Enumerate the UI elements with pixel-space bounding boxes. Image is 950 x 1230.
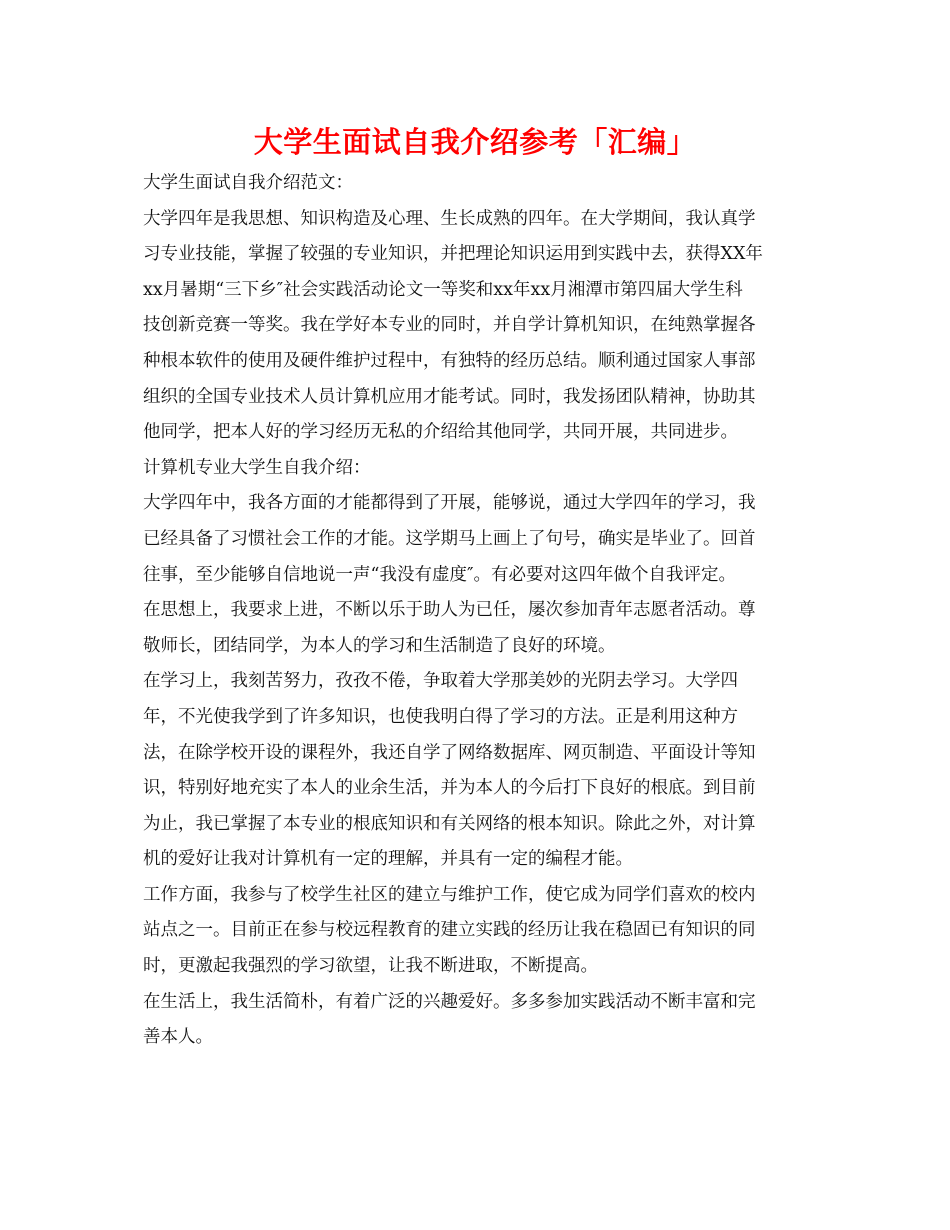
text-line: 他同学，把本人好的学习经历无私的介绍给其他同学，共同开展，共同进步。	[143, 422, 738, 443]
text-line: 敬师长，团结同学，为本人的学习和生活制造了良好的环境。	[143, 635, 616, 656]
text-line: xx月暑期“三下乡″社会实践活动论文一等奖和xx年xx月湘潭市第四届大学生科	[143, 279, 743, 300]
document-title: 大学生面试自我介绍参考「汇编」	[253, 125, 697, 159]
text-line: 往事，至少能够自信地说一声“我没有虚度″。有必要对这四年做个自我评定。	[143, 564, 736, 585]
text-line: 大学生面试自我介绍范文：	[143, 173, 353, 193]
text-line: 善本人。	[143, 1027, 213, 1048]
text-line: 大学四年是我思想、知识构造及心理、生长成熟的四年。在大学期间，我认真学	[143, 208, 756, 229]
text-line: 时，更激起我强烈的学习欲望，让我不断进取，不断提高。	[143, 956, 598, 977]
text-line: 机的爱好让我对计算机有一定的理解，并具有一定的编程才能。	[143, 849, 633, 870]
text-line: 为止，我已掌握了本专业的根底知识和有关网络的根本知识。除此之外，对计算	[143, 813, 756, 834]
text-line: 在学习上，我刻苦努力，孜孜不倦，争取着大学那美妙的光阴去学习。大学四	[143, 671, 738, 692]
text-line: 组织的全国专业技术人员计算机应用才能考试。同时，我发扬团队精神，协助其	[143, 386, 756, 407]
text-line: 在思想上，我要求上进，不断以乐于助人为已任，屡次参加青年志愿者活动。尊	[143, 600, 756, 621]
text-line: 在生活上，我生活简朴，有着广泛的兴趣爱好。多多参加实践活动不断丰富和完	[143, 991, 756, 1012]
text-line: 已经具备了习惯社会工作的才能。这学期马上画上了句号，确实是毕业了。回首	[143, 528, 756, 549]
text-line: 年，不光使我学到了许多知识，也使我明白得了学习的方法。正是利用这种方	[143, 706, 738, 727]
text-line: 站点之一。目前正在参与校远程教育的建立实践的经历让我在稳固已有知识的同	[143, 920, 756, 941]
text-line: 识，特别好地充实了本人的业余生活，并为本人的今后打下良好的根底。到目前	[143, 778, 756, 799]
text-line: 工作方面，我参与了校学生社区的建立与维护工作，使它成为同学们喜欢的校内	[143, 884, 756, 905]
text-line: 技创新竞赛一等奖。我在学好本专业的同时，并自学计算机知识，在纯熟掌握各	[143, 315, 756, 336]
text-line: 计算机专业大学生自我介绍：	[143, 457, 371, 478]
text-line: 种根本软件的使用及硬件维护过程中，有独特的经历总结。顺利通过国家人事部	[143, 350, 756, 371]
text-line: 大学四年中，我各方面的才能都得到了开展，能够说，通过大学四年的学习，我	[143, 493, 756, 514]
document-body	[143, 166, 808, 1056]
text-line: 习专业技能，掌握了较强的专业知识，并把理论知识运用到实践中去，获得XX年	[143, 244, 763, 265]
text-line: 法，在除学校开设的课程外，我还自学了网络数据库、网页制造、平面设计等知	[143, 742, 756, 763]
